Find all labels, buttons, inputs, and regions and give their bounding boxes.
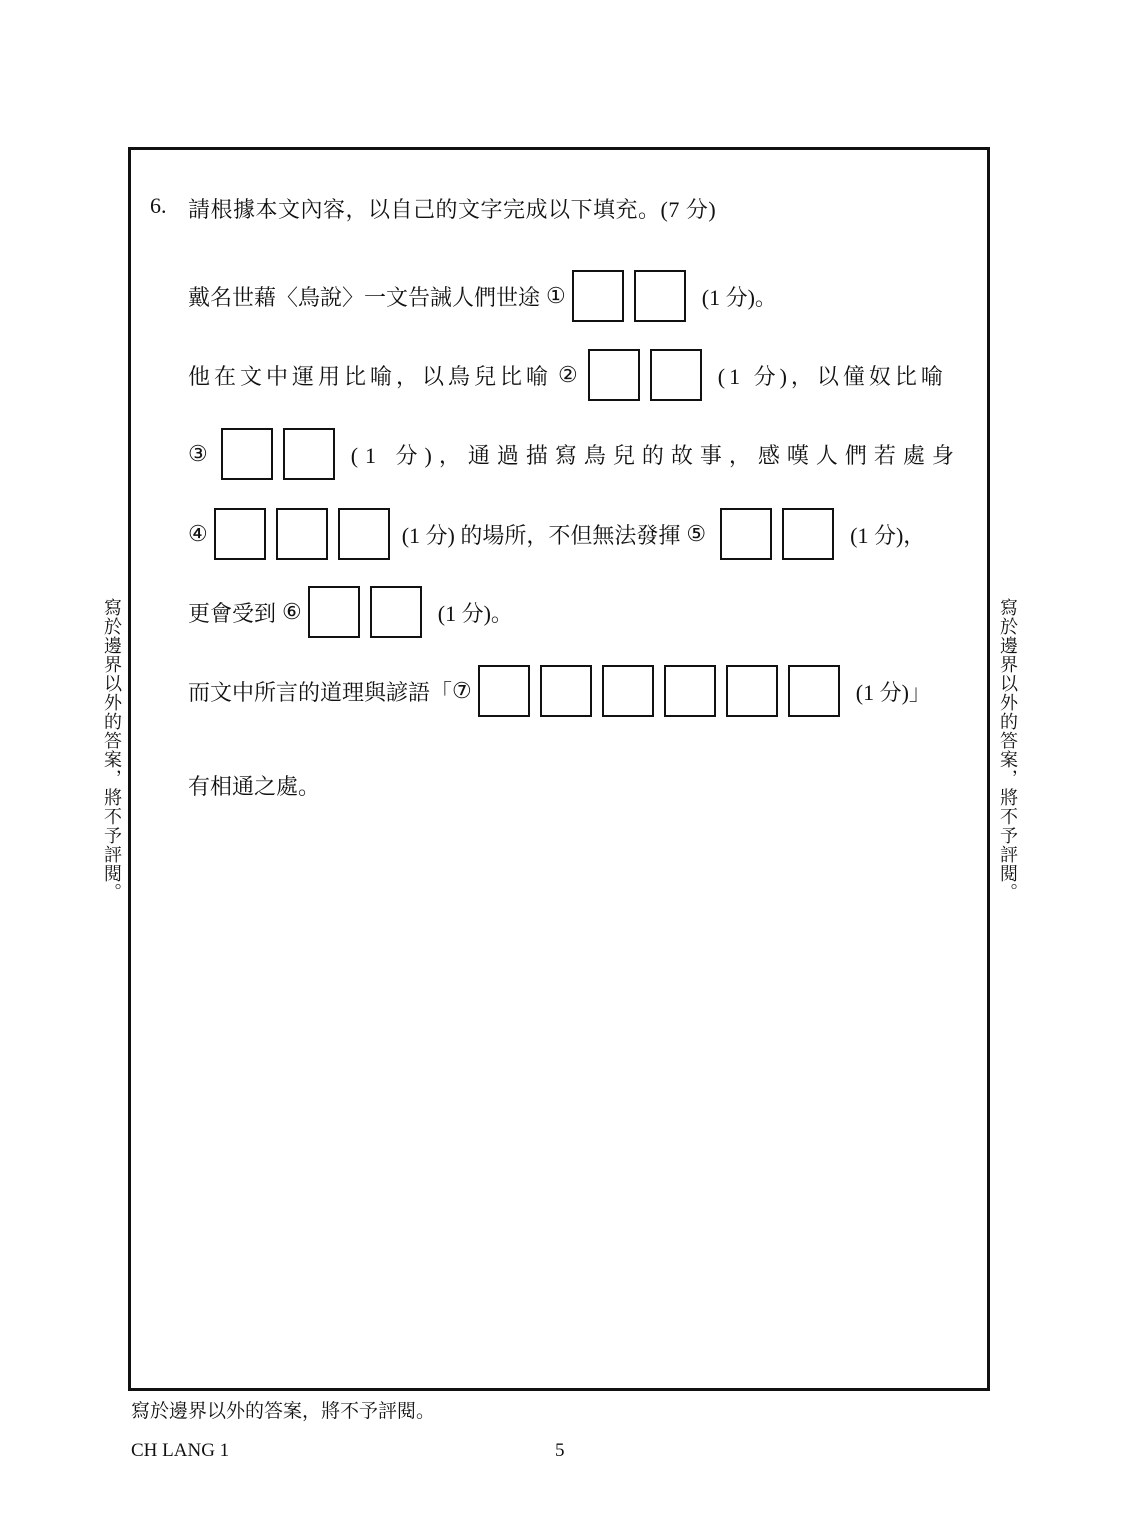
- answer-box[interactable]: [276, 508, 328, 560]
- line4-text: (1 分) 的場所，不但無法發揮: [401, 522, 681, 548]
- blank3-marker: ③: [188, 441, 215, 466]
- right-margin-note: 寫於邊界以外的答案，將不予評閱。: [998, 598, 1018, 902]
- answer-box[interactable]: [634, 270, 686, 322]
- blank2-marker: ②: [558, 362, 582, 387]
- answer-box[interactable]: [720, 508, 772, 560]
- blank5-marker: ⑤: [686, 521, 707, 546]
- answer-box[interactable]: [664, 665, 716, 717]
- blank4-boxes: [214, 508, 390, 560]
- fill-line-2: [188, 349, 947, 401]
- fill-line-4: [188, 508, 925, 560]
- answer-box[interactable]: [370, 586, 422, 638]
- footer-note: 寫於邊界以外的答案，將不予評閱。: [131, 1401, 436, 1422]
- answer-box[interactable]: [602, 665, 654, 717]
- line6-text: 而文中所言的道理與諺語「: [188, 679, 453, 705]
- paper-code: CH LANG 1: [131, 1440, 230, 1461]
- fill-line-6: [188, 665, 931, 717]
- blank2-points: (1 分)，以僮奴比喻: [717, 363, 947, 389]
- blank7-points: (1 分)」: [855, 679, 931, 705]
- answer-box[interactable]: [788, 665, 840, 717]
- fill-line-5: [188, 586, 513, 638]
- line7-text: 有相通之處。: [188, 774, 321, 799]
- line2-text: 他在文中運用比喻，以鳥兒比喻: [188, 363, 553, 389]
- blank2-boxes: [588, 349, 702, 401]
- answer-box[interactable]: [308, 586, 360, 638]
- fill-line-1: [188, 270, 777, 322]
- blank3-boxes: [221, 428, 335, 480]
- answer-box[interactable]: [726, 665, 778, 717]
- blank7-boxes: [478, 665, 840, 717]
- answer-box[interactable]: [572, 270, 624, 322]
- line3-text: (1 分)，通過描寫鳥兒的故事，感嘆人們若處身: [350, 442, 961, 468]
- question-prompt: 請根據本文內容，以自己的文字完成以下填充。(7 分): [188, 197, 717, 222]
- answer-box[interactable]: [221, 428, 273, 480]
- answer-box[interactable]: [478, 665, 530, 717]
- answer-box[interactable]: [782, 508, 834, 560]
- blank1-points: (1 分)。: [701, 284, 777, 310]
- blank4-marker: ④: [188, 521, 208, 546]
- line1-text: 戴名世藉〈鳥說〉一文告誡人們世途: [188, 284, 541, 310]
- answer-box[interactable]: [338, 508, 390, 560]
- answer-box[interactable]: [650, 349, 702, 401]
- line5-text: 更會受到: [188, 600, 277, 626]
- answer-box[interactable]: [588, 349, 640, 401]
- page-number: 5: [555, 1440, 565, 1461]
- blank6-marker: ⑥: [282, 599, 302, 624]
- blank6-boxes: [308, 586, 422, 638]
- blank5-boxes: [720, 508, 834, 560]
- blank1-marker: ①: [546, 283, 566, 308]
- answer-box[interactable]: [214, 508, 266, 560]
- fill-line-3: [188, 428, 961, 480]
- question-number: 6.: [150, 193, 167, 218]
- blank7-marker: ⑦: [452, 678, 472, 703]
- answer-box[interactable]: [540, 665, 592, 717]
- blank6-points: (1 分)。: [437, 600, 513, 626]
- fill-line-7: [188, 770, 320, 801]
- answer-box[interactable]: [283, 428, 335, 480]
- blank5-points: (1 分)，: [850, 522, 926, 548]
- left-margin-note: 寫於邊界以外的答案，將不予評閱。: [102, 598, 122, 902]
- answer-frame: [128, 147, 990, 1391]
- blank1-boxes: [572, 270, 686, 322]
